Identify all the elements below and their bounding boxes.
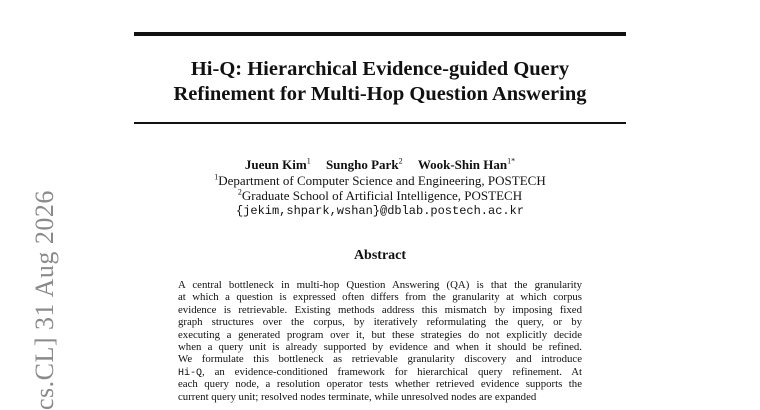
abstract-line: current query unit; resolved nodes terminate, while unresolved nodes are expanded bbox=[178, 390, 537, 403]
author-name: Sungho Park bbox=[325, 157, 399, 172]
abstract-heading: Abstract bbox=[353, 248, 407, 263]
author-list bbox=[134, 157, 626, 173]
author-affiliation-mark: 1 bbox=[306, 156, 311, 166]
title-bottom-rule bbox=[134, 122, 626, 124]
top-rule bbox=[134, 32, 626, 36]
affiliation-mark: 1 bbox=[214, 172, 219, 182]
abstract-line: executing a generated program over it, but these strategies do not explicitly decide bbox=[178, 328, 582, 341]
affiliation-mark: 2 bbox=[237, 187, 242, 197]
abstract-line: evidence is retrievable. Existing methods address this mismatch by imposing fixed bbox=[178, 303, 582, 316]
author-affiliation-mark: 1* bbox=[507, 156, 516, 166]
abstract-line: We formulate this bottleneck as retrievable granularity discovery and introduce bbox=[178, 353, 582, 366]
author bbox=[418, 157, 515, 172]
author-affiliation-mark: 2 bbox=[398, 156, 403, 166]
affiliation-1 bbox=[134, 173, 626, 189]
abstract-line: at which a question is expressed often differs from the granularity at which corpus bbox=[178, 291, 582, 304]
abstract-line: each query node, a resolution operator tests whether retrieved evidence supports the bbox=[178, 378, 582, 391]
paper-title-line-1: Hi-Q: Hierarchical Evidence-guided Query bbox=[190, 58, 570, 80]
method-name-code: Hi-Q bbox=[178, 367, 203, 379]
abstract-line-with-code bbox=[178, 366, 582, 378]
affiliation-2 bbox=[134, 188, 626, 204]
abstract-line-rest: , an evidence-conditioned framework for hierarchical query refinement. At bbox=[202, 365, 582, 378]
author-name: Wook-Shin Han bbox=[417, 157, 508, 172]
author-name: Jueun Kim bbox=[244, 157, 307, 172]
affiliation-text: Department of Computer Science and Engineering, POSTECH bbox=[218, 173, 546, 188]
arxiv-side-stamp: cs.CL] 31 Aug 2026 bbox=[30, 190, 59, 410]
author bbox=[326, 157, 403, 172]
paper-title-line-2: Refinement for Multi-Hop Question Answering bbox=[173, 83, 587, 105]
abstract-body bbox=[178, 279, 582, 403]
abstract-line: when a query unit is already supported by evidence and when it should be refined. bbox=[178, 340, 582, 353]
author bbox=[245, 157, 311, 172]
affiliation-text: Graduate School of Artificial Intelligence, POSTECH bbox=[241, 188, 523, 203]
abstract-line: graph structures over the corpus, by iteratively reformulating the query, or by bbox=[178, 316, 582, 329]
author-emails: {jekim,shpark,wshan}@dblab.postech.ac.kr bbox=[235, 204, 525, 218]
abstract-line: A central bottleneck in multi-hop Question Answering (QA) is that the granularity bbox=[178, 279, 582, 291]
